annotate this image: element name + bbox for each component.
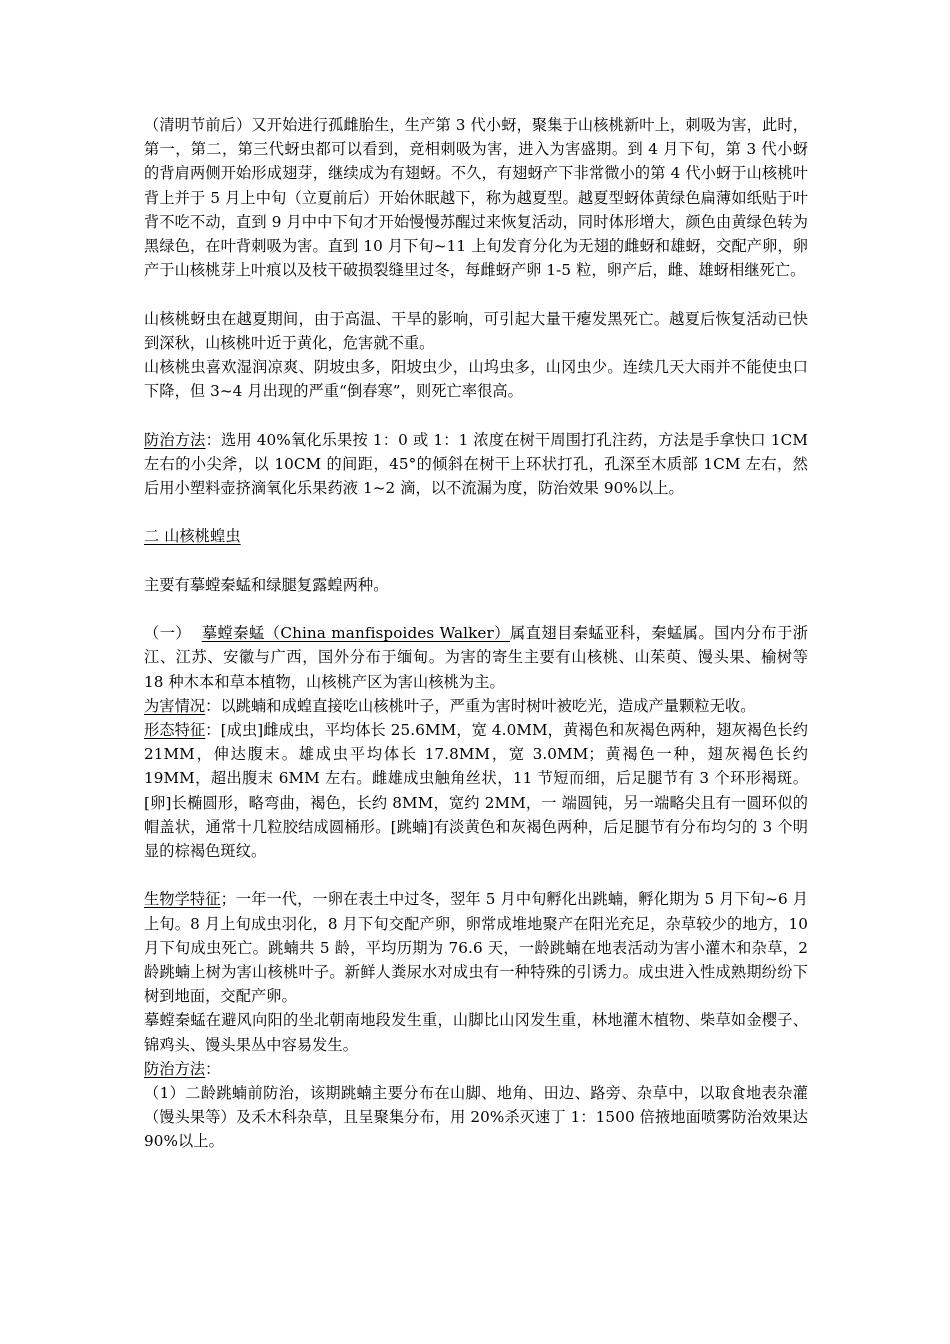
- control-method-colon: ：: [205, 1059, 221, 1078]
- paragraph-aphid-summer: 山核桃蚜虫在越夏期间，由于高温、干旱的影响，可引起大量干瘪发黑死亡。越夏后恢复活动已快到深秋，山核桃叶近于黄化，危害就不重。: [144, 309, 808, 352]
- paragraph-aphid-control: [144, 428, 808, 501]
- biology-text: ；一年一代，一卵在表土中过冬，翌年 5 月中旬孵化出跳蝻，孵化期为 5 月下旬~6 月上旬。8 月上旬成虫羽化，8 月下旬交配产卵，卵常成堆地聚产在阳光充足，杂草较少的地方，10 月下旬成虫死亡。跳蝻共 5 龄，平均历期为 76.6 天，一龄跳蝻在地表活动为害小灌木和杂草，2 龄跳蝻上树为害山核桃叶子。新鲜人粪尿水对成虫有一种特殊的引诱力。成虫进入性成熟期纷纷下树到地面，交配产卵。: [144, 890, 809, 1006]
- control-method-label-2: 防治方法: [144, 1059, 206, 1078]
- paragraph-aphid-lifecycle: （清明节前后）又开始进行孤雌胎生，生产第 3 代小蚜，聚集于山核桃新叶上，刺吸为害，此时，第一，第二，第三代蚜虫都可以看到，竞相刺吸为害，进入为害盛期。到 4 月下旬，第 3 代小蚜的背肩两侧开始形成翅芽，继续成为有翅蚜。不久，有翅蚜产下非常微小的第 4 代小蚜于山核桃叶背上并于 5 月上中旬（立夏前后）开始休眠越下，称为越夏型。越夏型蚜体黄绿色扁薄如纸贴于叶背不吃不动，直到 9 月中中下旬才开始慢慢苏醒过来恢复活动，同时体形增大，颜色由黄绿色转为黑绿色，在叶背刺吸为害。直到 10 月下旬~11 上旬发育分化为无翅的雌蚜和雄蚜，交配产卵，卵产于山核桃芽上叶痕以及枝干破损裂缝里过冬，每雌蚜产卵 1-5 粒，卵产后，雌、雄蚜相继死亡。: [144, 116, 808, 280]
- control-method-text: ：选用 40%氧化乐果按 1：0 或 1：1 浓度在树干周围打孔注药，方法是手拿快口 1CM 左右的小尖斧，以 10CM 的间距，45°的倾斜在树干上环状打孔，孔深至木质部 1CM 左右，然后用小塑料壶挤滴氧化乐果药液 1~2 滴，以不流漏为度，防治效果 90%以上。: [144, 430, 808, 498]
- paragraph-gap: [144, 500, 808, 524]
- paragraph-species-one: [144, 621, 808, 694]
- section-heading: [144, 524, 808, 548]
- species-name: 摹螳秦蜢（China manfispoides Walker）: [201, 624, 510, 643]
- control-method-label: 防治方法: [144, 430, 206, 449]
- harm-label: 为害情况: [144, 696, 206, 715]
- species-description: 属直翅目秦蜢亚科，秦蜢属。国内分布于浙江、江苏、安徽与广西，国外分布于缅甸。为害的寄生主要有山核桃、山茱萸、馒头果、榆树等 18 种木本和草本植物，山核桃产区为害山核桃为主。: [144, 624, 809, 691]
- paragraph-gap: [144, 597, 808, 621]
- paragraph-control-item-1: （1）二龄跳蝻前防治，该期跳蝻主要分布在山脚、地角、田边、路旁、杂草中，以取食地表杂灌（馒头果等）及禾木科杂草，且呈聚集分布，用 20%杀灭速丁 1：1500 倍掖地面喷雾防治效果达 90%以上。: [144, 1084, 808, 1151]
- document-page: [144, 113, 808, 1154]
- paragraph-morphology: [144, 718, 808, 863]
- paragraph-harm: [144, 694, 808, 718]
- paragraph-gap: [144, 863, 808, 887]
- subsection-number: （一）: [144, 624, 202, 643]
- morphology-text: ：[成虫]雌成虫，平均体长 25.6MM，宽 4.0MM，黄褐色和灰褐色两种，翅灰褐色长约 21MM，伸达腹末。雄成虫平均体长 17.8MM，宽 3.0MM；黄褐色一种，翅灰褐色长约 19MM，超出腹末 6MM 左右。雌雄成虫触角丝状，11 节短而细，后足腿节有 3 个环形褐斑。[卵]长椭圆形，略弯曲，褐色，长约 8MM，宽约 2MM，一 端圆钝，另一端略尖且有一圆环似的帽盖状，通常十几粒胶结成圆桶形。[跳蝻]有淡黄色和灰褐色两种，后足腿节有分布均匀的 3 个明显的棕褐色斑纹。: [144, 721, 808, 861]
- paragraph-gap: [144, 403, 808, 427]
- section-intro: 主要有摹螳秦蜢和绿腿复露蝗两种。: [144, 575, 389, 594]
- section-title: 二 山核桃蝗虫: [144, 527, 241, 546]
- paragraph-biology: [144, 887, 808, 1008]
- paragraph-gap: [144, 549, 808, 573]
- paragraph-aphid-habitat: 山核桃虫喜欢湿润凉爽、阴坡虫多，阳坡虫少，山坞虫多，山冈虫少。连续几天大雨并不能使虫口下降，但 3~4 月出现的严重“倒春寒”，则死亡率很高。: [144, 358, 808, 401]
- harm-text: ：以跳蝻和成蝗直接吃山核桃叶子，严重为害时树叶被吃光，造成产量颗粒无收。: [205, 696, 756, 715]
- biology-label: 生物学特征: [144, 890, 221, 909]
- morphology-label: 形态特征: [144, 721, 206, 739]
- paragraph-habitat: 摹螳秦蜢在避风向阳的坐北朝南地段发生重，山脚比山冈发生重，林地灌木植物、柴草如金樱子、锦鸡头、馒头果丛中容易发生。: [144, 1011, 808, 1054]
- paragraph-control-heading: [144, 1057, 808, 1081]
- paragraph-gap: [144, 282, 808, 306]
